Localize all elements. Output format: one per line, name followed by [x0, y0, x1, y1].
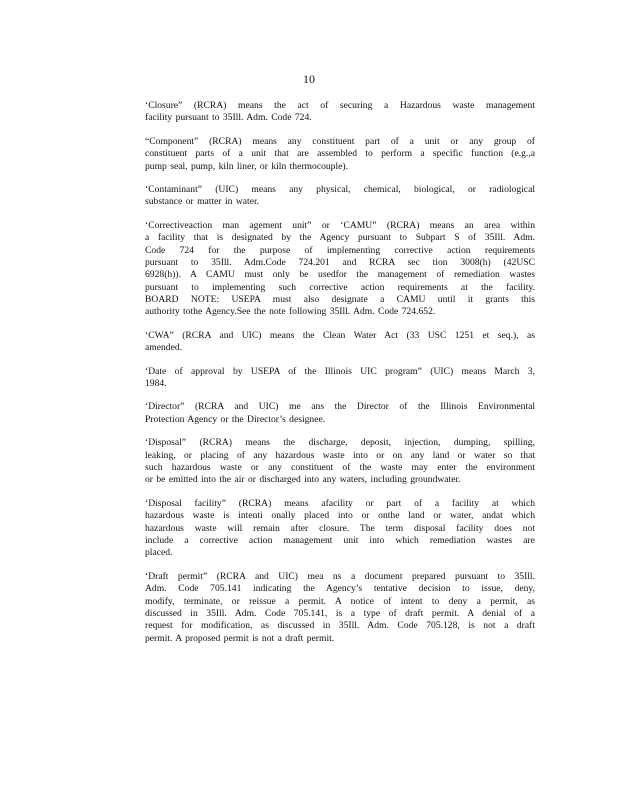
text-line: discussed in 35Ill. Adm. Code 705.141, is a type of draft permit. A denial of a: [145, 607, 535, 619]
text-line: 1984.: [145, 378, 167, 390]
text-line: hazardous waste will remain after closure. The term disposal facility does not: [145, 522, 535, 534]
text-line: facility pursuant to 35Ill. Adm. Code 724.: [145, 112, 312, 124]
text-line: a facility that is designated by the Agency pursuant to Subpart S of 35Ill. Adm.: [145, 232, 535, 244]
definition-paragraph: [145, 401, 535, 426]
text-line: “Component” (RCRA) means any constituent part of a unit or any group of: [145, 135, 535, 147]
text-line: Protection Agency or the Director’s designee.: [145, 413, 326, 425]
page-number: 10: [303, 72, 315, 86]
definition-paragraph: [145, 437, 535, 487]
text-line: ‘Director” (RCRA and UIC) me ans the Director of the Illinois Environmental: [145, 401, 535, 413]
text-line: pursuant to implementing such corrective action requirements at the facility.: [145, 281, 535, 293]
text-line: ‘Disposal facility” (RCRA) means afacility or part of a facility at which: [145, 497, 535, 509]
text-line: constituent parts of a unit that are assembled to perform a specific function (e.g.,a: [145, 148, 535, 160]
text-line: ‘Correctiveaction man agement unit” or ‘CAMU” (RCRA) means an area within: [145, 219, 535, 231]
definition-paragraph: [145, 136, 535, 173]
definitions-body: [145, 100, 535, 656]
text-line: such hazardous waste or any constituent of the waste may enter the environment: [145, 461, 535, 473]
definition-paragraph: [145, 498, 535, 560]
text-line: ‘Date of approval by USEPA of the Illinois UIC program” (UIC) means March 3,: [145, 365, 535, 377]
definition-paragraph: [145, 100, 535, 125]
definition-paragraph: [145, 220, 535, 319]
definition-paragraph: [145, 571, 535, 645]
text-line: ‘Contaminant” (UIC) means any physical, chemical, biological, or radiological: [145, 183, 535, 195]
definition-paragraph: [145, 330, 535, 355]
text-line: include a corrective action management unit into which remediation wastes are: [145, 534, 535, 546]
text-line: ‘CWA” (RCRA and UIC) means the Clean Water Act (33 USC 1251 et seq.), as: [145, 329, 535, 341]
text-line: permit. A proposed permit is not a draft permit.: [145, 632, 335, 644]
text-line: 6928(h)). A CAMU must only be usedfor the management of remediation wastes: [145, 269, 535, 281]
text-line: pursuant to 35Ill. Adm.Code 724.201 and RCRA sec tion 3008(h) (42USC: [145, 256, 535, 268]
text-line: amended.: [145, 342, 183, 354]
text-line: hazardous waste is intenti onally placed into or onthe land or water, andat which: [145, 510, 535, 522]
definition-paragraph: [145, 366, 535, 391]
text-line: Code 724 for the purpose of implementing corrective action requirements: [145, 244, 535, 256]
text-line: pump seal, pump, kiln liner, or kiln thermocouple).: [145, 160, 348, 172]
text-line: request for modification, as discussed in 35Ill. Adm. Code 705.128, is not a draft: [145, 620, 535, 632]
text-line: BOARD NOTE: USEPA must also designate a CAMU until it grants this: [145, 294, 535, 306]
text-line: modify, terminate, or reissue a permit. A notice of intent to deny a permit, as: [145, 595, 535, 607]
text-line: ‘Draft permit” (RCRA and UIC) mea ns a document prepared pursuant to 35Ill.: [145, 570, 535, 582]
text-line: substance or matter in water.: [145, 196, 260, 208]
definition-paragraph: [145, 184, 535, 209]
text-line: Adm. Code 705.141 indicating the Agency’s tentative decision to issue, deny,: [145, 583, 535, 595]
text-line: leaking, or placing of any hazardous waste into or on any land or water so that: [145, 449, 535, 461]
text-line: ‘Disposal” (RCRA) means the discharge, deposit, injection, dumping, spilling,: [145, 437, 535, 449]
text-line: placed.: [145, 547, 173, 559]
text-line: authority tothe Agency.See the note following 35Ill. Adm. Code 724.652.: [145, 306, 436, 318]
text-line: or be emitted into the air or discharged into any waters, including groundwater.: [145, 474, 461, 486]
text-line: ‘Closure” (RCRA) means the act of securing a Hazardous waste management: [145, 100, 535, 111]
